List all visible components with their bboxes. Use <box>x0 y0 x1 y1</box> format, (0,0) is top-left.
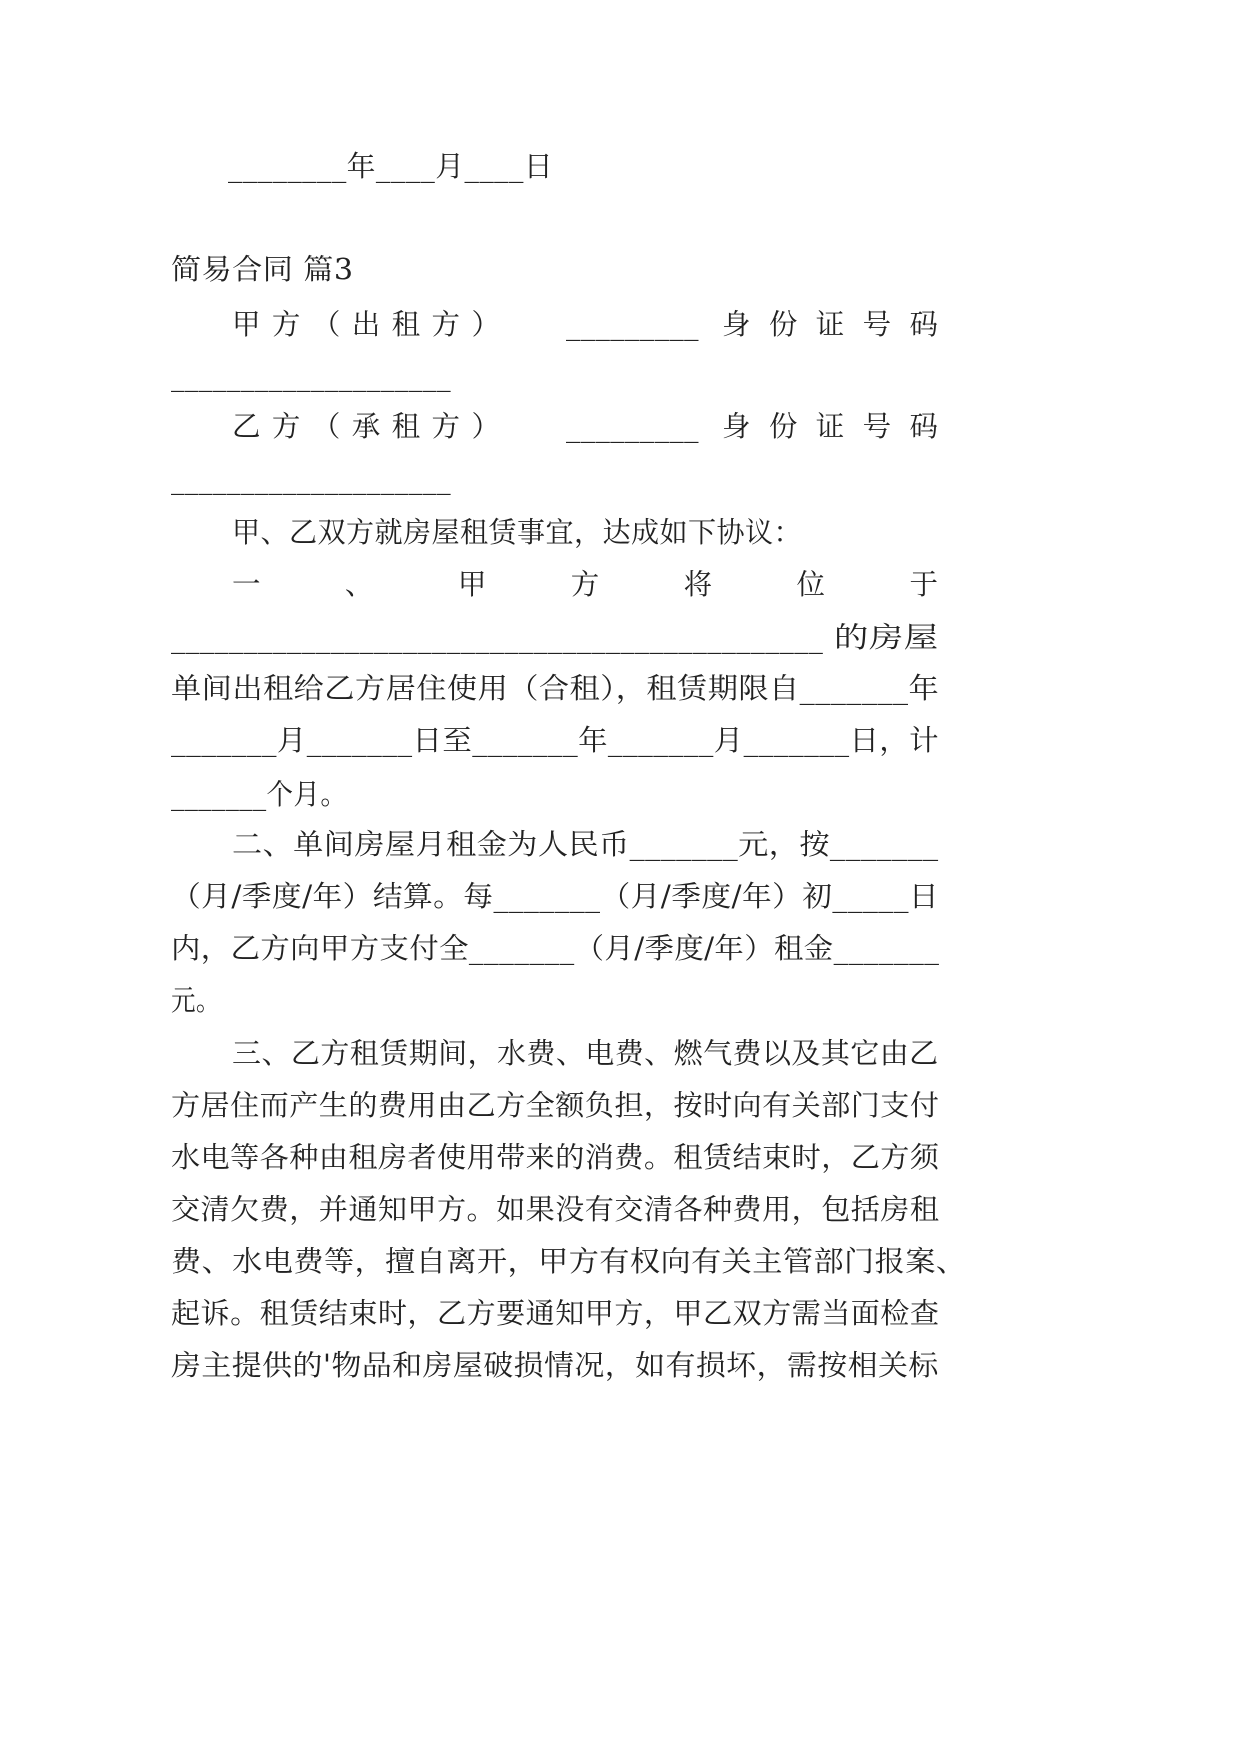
party-a-id-label-char: 码 <box>909 308 938 341</box>
clause-1-lead-char: 将 <box>683 568 713 601</box>
clause-3-line-2: 方居住而产生的费用由乙方全额负担，按时向有关部门支付 <box>171 1089 940 1122</box>
section-title: 简易合同 篇3 <box>171 253 354 286</box>
clause-3-line-5: 费、水电费等，擅自离开，甲方有权向有关主管部门报案、 <box>171 1245 967 1278</box>
clause-1-line-2-end: 的房屋 <box>834 621 939 654</box>
party-a-label-char: （ <box>311 308 341 341</box>
clause-2-line-1: 二、单间房屋月租金为人民币_______元，按_______ <box>232 828 939 861</box>
party-b-label-char: 方 <box>431 410 461 443</box>
agreement-intro: 甲、乙双方就房屋租赁事宜，达成如下协议： <box>232 516 803 549</box>
party-b-id-label-char: 码 <box>909 410 938 443</box>
clause-2-line-4: 元。 <box>171 984 221 1017</box>
party-a-id-label-char: 身 <box>722 308 751 341</box>
party-a-label-char: 甲 <box>232 308 261 341</box>
clause-2-line-3: 内，乙方向甲方支付全_______（月/季度/年）租金_______ <box>171 932 940 965</box>
clause-3-line-6: 起诉。租赁结束时，乙方要通知甲方，甲乙双方需当面检查 <box>171 1297 940 1330</box>
clause-1-line-4: _______月_______日至_______年_______月_______日，计 <box>171 724 939 757</box>
party-b-id-label-char: 份 <box>768 410 798 443</box>
party-b-id-blank: ____________________ <box>171 462 451 495</box>
clause-2-line-2: （月/季度/年）结算。每_______（月/季度/年）初_____日 <box>171 880 940 913</box>
party-a-name-blank: _________ <box>566 308 699 341</box>
party-a-label <box>232 308 500 341</box>
party-a-label-char: ） <box>471 308 500 341</box>
party-b-id-label-char: 证 <box>815 410 845 443</box>
clause-3-line-7: 房主提供的'物品和房屋破损情况，如有损坏，需按相关标 <box>171 1349 939 1382</box>
clause-1-lead-char: 一 <box>232 568 261 601</box>
party-a-id-blank: ____________________ <box>171 359 451 392</box>
party-b-id-label <box>722 410 938 443</box>
party-a-label-char: 出 <box>351 308 381 341</box>
clause-1-address-blank: _____________________________________________ <box>171 621 824 654</box>
clause-1-lead-char: 于 <box>909 568 938 601</box>
party-a-label-char: 租 <box>391 308 421 341</box>
party-a-label-char: 方 <box>271 308 301 341</box>
party-a-id-label <box>722 308 938 341</box>
clause-1-lead-char: 、 <box>344 568 374 601</box>
party-a-label-char: 方 <box>431 308 461 341</box>
party-b-name-blank: _________ <box>566 410 699 443</box>
party-b-label-char: ） <box>471 410 500 443</box>
clause-1-lead <box>232 568 938 601</box>
party-b-id-label-char: 身 <box>722 410 751 443</box>
clause-3-line-1: 三、乙方租赁期间，水费、电费、燃气费以及其它由乙 <box>232 1037 939 1070</box>
party-b-label <box>232 410 500 443</box>
clause-1-line-3: 单间出租给乙方居住使用（合租），租赁期限自_______年 <box>171 672 940 705</box>
party-a-id-label-char: 号 <box>862 308 892 341</box>
clause-1-line-5: _______个月。 <box>171 778 348 811</box>
party-b-label-char: （ <box>311 410 341 443</box>
clause-3-line-3: 水电等各种由租房者使用带来的消费。租赁结束时，乙方须 <box>171 1141 940 1174</box>
party-b-label-char: 承 <box>351 410 381 443</box>
party-b-label-char: 租 <box>391 410 421 443</box>
party-a-id-label-char: 证 <box>815 308 845 341</box>
clause-1-lead-char: 方 <box>570 568 600 601</box>
clause-3-line-4: 交清欠费，并通知甲方。如果没有交清各种费用，包括房租 <box>171 1193 940 1226</box>
signature-date-line: ________年____月____日 <box>228 150 554 183</box>
clause-1-lead-char: 甲 <box>457 568 487 601</box>
clause-1-lead-char: 位 <box>796 568 826 601</box>
party-a-id-label-char: 份 <box>768 308 798 341</box>
party-b-label-char: 乙 <box>232 410 261 443</box>
party-b-id-label-char: 号 <box>862 410 892 443</box>
party-b-label-char: 方 <box>271 410 301 443</box>
